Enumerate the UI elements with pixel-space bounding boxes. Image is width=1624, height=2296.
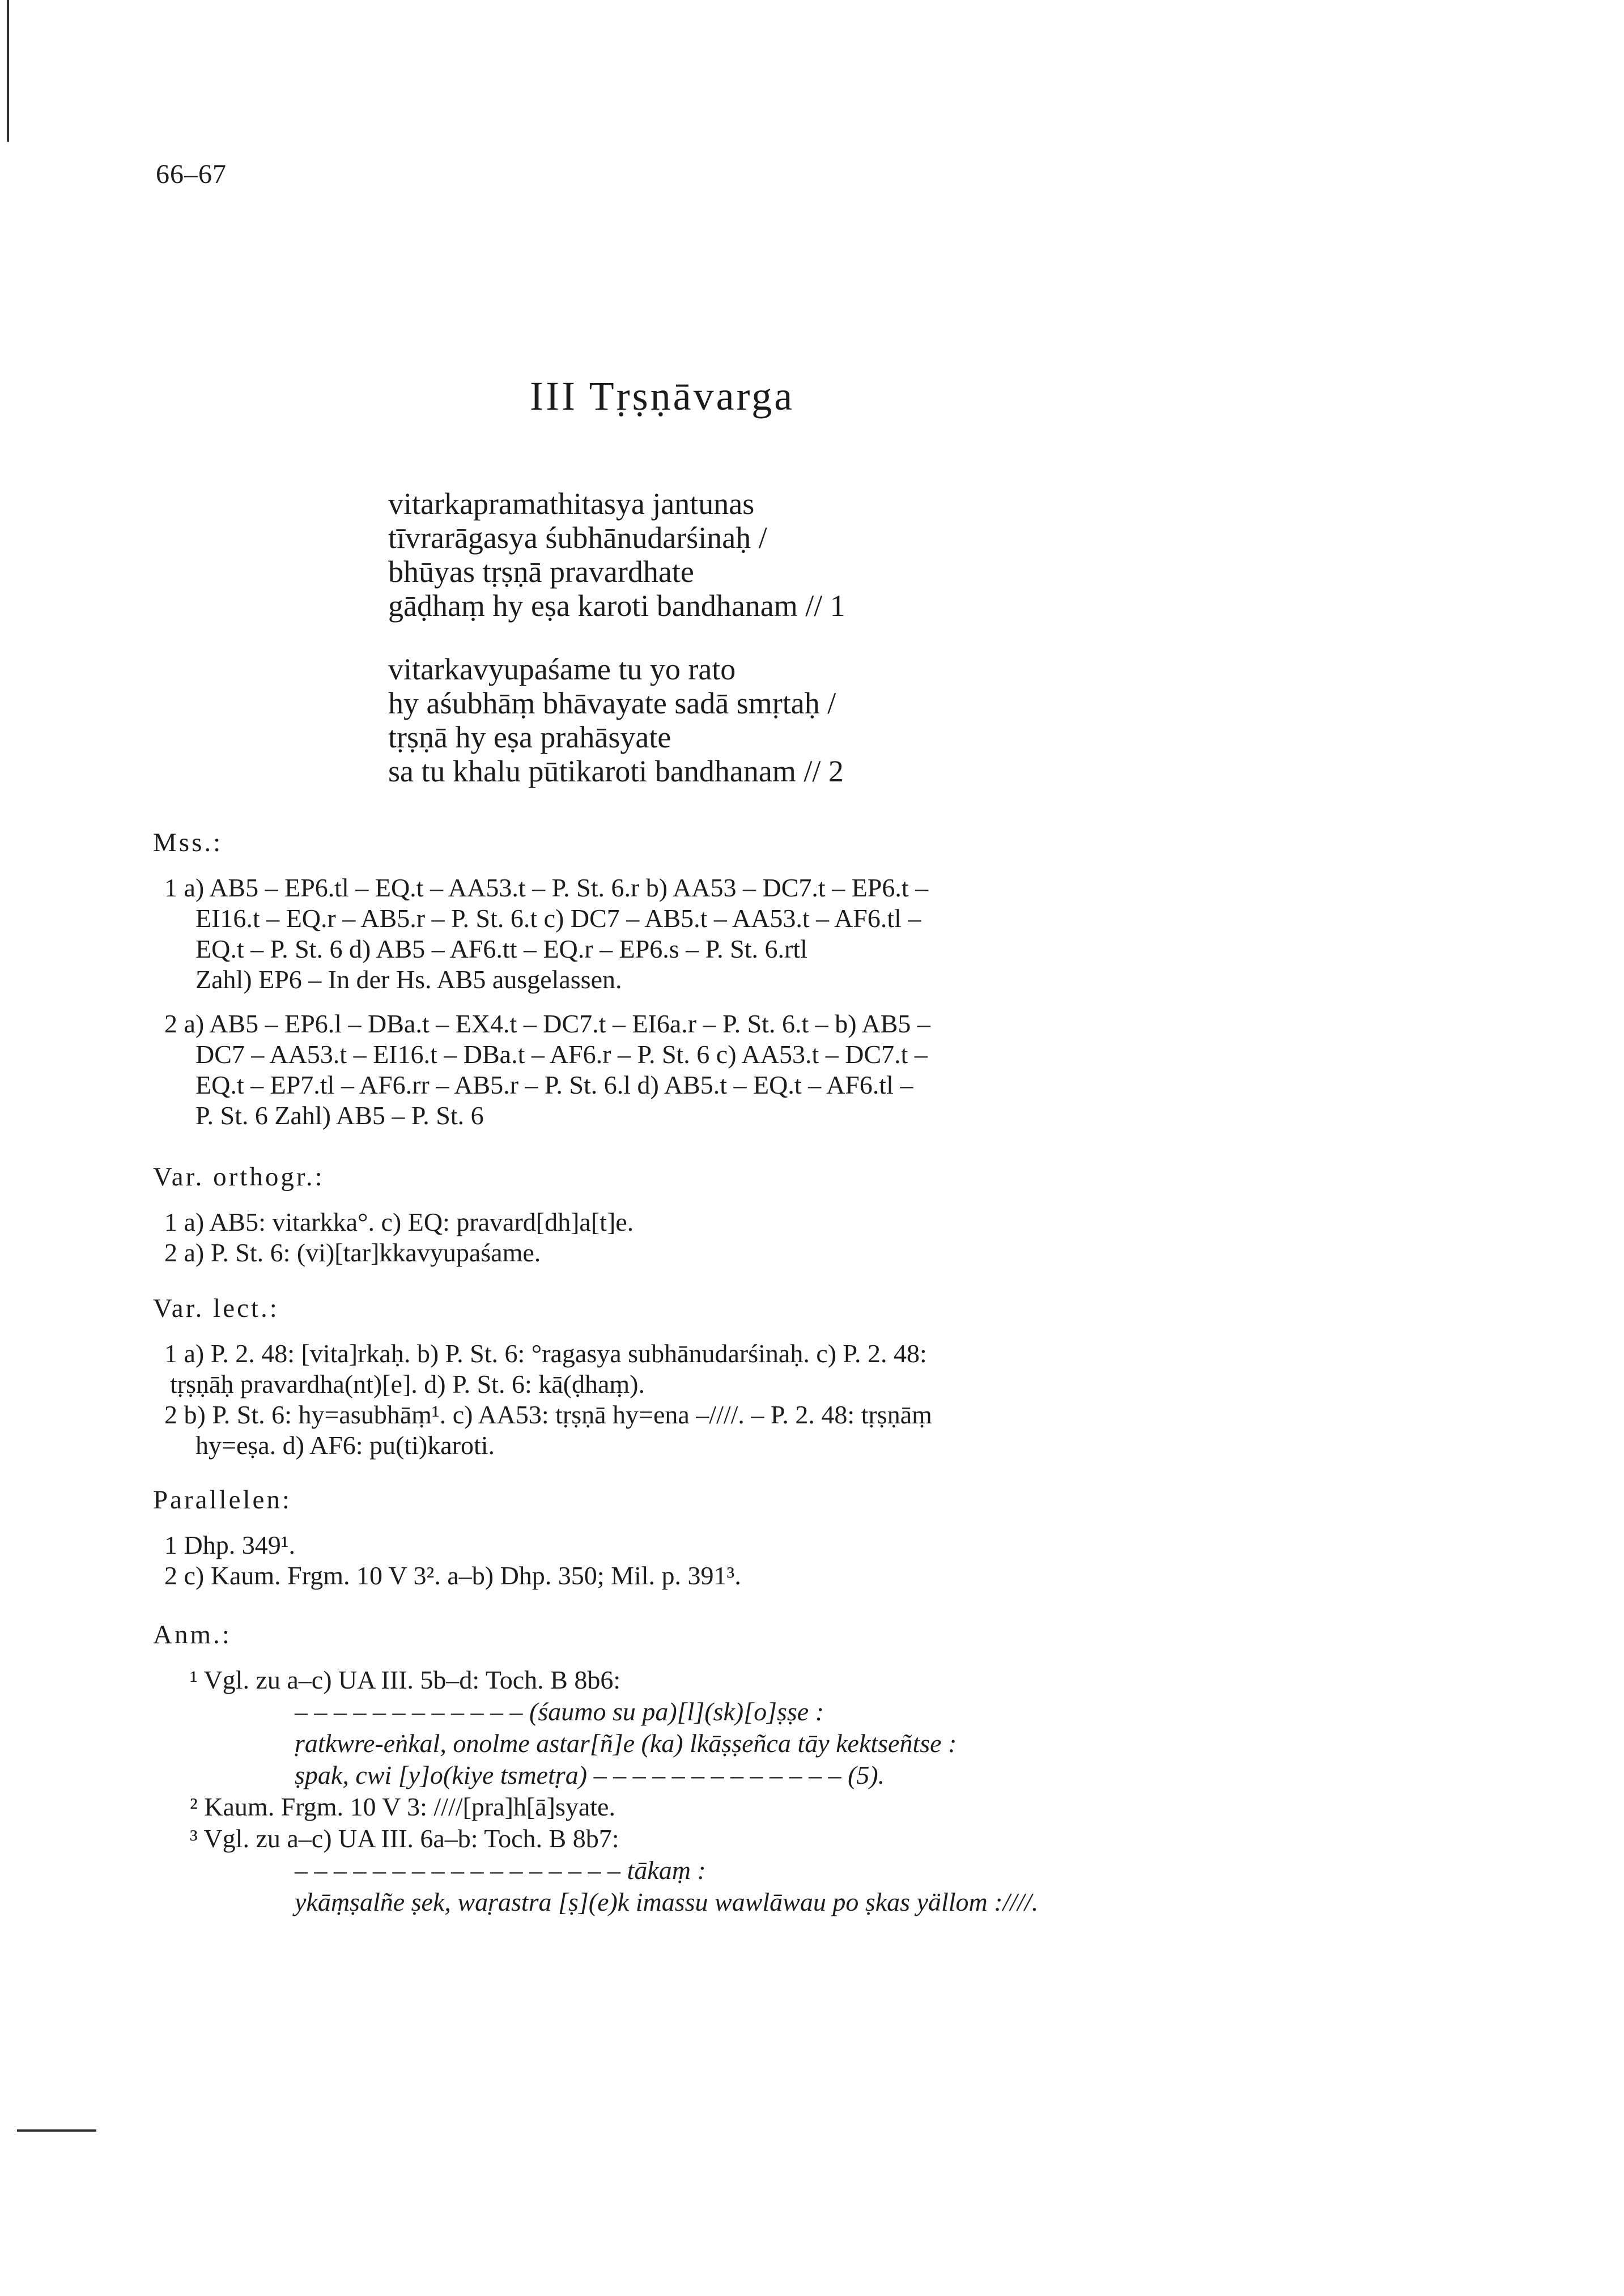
verse-line: sa tu khalu pūtikaroti bandhanam // 2 bbox=[388, 754, 844, 788]
parallelen-heading: Parallelen: bbox=[153, 1485, 292, 1515]
var-orthogr-line: 1 a) AB5: vitarkka°. c) EQ: pravard[dh]a[t]e. bbox=[164, 1207, 634, 1236]
anm-heading: Anm.: bbox=[153, 1620, 232, 1649]
verse-line: tṛṣṇā hy eṣa prahāsyate bbox=[388, 720, 671, 754]
mss-line: 1 a) AB5 – EP6.tl – EQ.t – AA53.t – P. St. 6.r b) AA53 – DC7.t – EP6.t – bbox=[164, 873, 929, 902]
verse-line: hy aśubhāṃ bhāvayate sadā smṛtaḥ / bbox=[388, 686, 836, 720]
chapter-title: III Tṛṣṇāvarga bbox=[530, 373, 795, 419]
page-number: 66–67 bbox=[156, 159, 227, 189]
anm-line: ³ Vgl. zu a–c) UA III. 6a–b: Toch. B 8b7: bbox=[190, 1824, 619, 1853]
verse-line: vitarkapramathitasya jantunas bbox=[388, 487, 755, 521]
mss-line: EQ.t – EP7.tl – AF6.rr – AB5.r – P. St. 6.l d) AB5.t – EQ.t – AF6.tl – bbox=[195, 1070, 913, 1099]
verse-line: bhūyas tṛṣṇā pravardhate bbox=[388, 555, 694, 589]
anm-line: ykāṃṣalñe ṣek, waṛastra [ṣ](e)k imassu wawlāwau po ṣkas yällom :////. bbox=[295, 1887, 1039, 1916]
scan-edge-mark bbox=[7, 0, 9, 142]
var-orthogr-line: 2 a) P. St. 6: (vi)[tar]kkavyupaśame. bbox=[164, 1238, 541, 1267]
mss-line: P. St. 6 Zahl) AB5 – P. St. 6 bbox=[195, 1101, 484, 1130]
verse-line: gāḍhaṃ hy eṣa karoti bandhanam // 1 bbox=[388, 589, 845, 623]
mss-line: Zahl) EP6 – In der Hs. AB5 ausgelassen. bbox=[195, 965, 622, 994]
scan-edge-mark bbox=[17, 2129, 96, 2132]
parallelen-line: 2 c) Kaum. Frgm. 10 V 3². a–b) Dhp. 350; Mil. p. 391³. bbox=[164, 1561, 741, 1590]
mss-line: EQ.t – P. St. 6 d) AB5 – AF6.tt – EQ.r – EP6.s – P. St. 6.rtl bbox=[195, 934, 807, 963]
var-orthogr-heading: Var. orthogr.: bbox=[153, 1162, 325, 1192]
var-lect-line: hy=eṣa. d) AF6: pu(ti)karoti. bbox=[195, 1431, 495, 1460]
mss-line: 2 a) AB5 – EP6.l – DBa.t – EX4.t – DC7.t – EI6a.r – P. St. 6.t – b) AB5 – bbox=[164, 1009, 930, 1038]
anm-line: – – – – – – – – – – – – (śaumo su pa)[l](sk)[o]ṣṣe : bbox=[295, 1697, 824, 1726]
verse-line: vitarkavyupaśame tu yo rato bbox=[388, 652, 736, 686]
anm-line: ṣpak, cwi [y]o(kiye tsmetṛa) – – – – – – – – – – – – – (5). bbox=[295, 1761, 885, 1789]
mss-line: EI16.t – EQ.r – AB5.r – P. St. 6.t c) DC7 – AB5.t – AA53.t – AF6.tl – bbox=[195, 904, 921, 933]
mss-heading: Mss.: bbox=[153, 828, 223, 857]
anm-line: ṛatkwre-eṅkal, onolme astar[ñ]e (ka) lkāṣṣeñca tāy kektseñtse : bbox=[295, 1729, 957, 1758]
var-lect-heading: Var. lect.: bbox=[153, 1294, 279, 1323]
anm-line: ² Kaum. Frgm. 10 V 3: ////[pra]h[ā]syate. bbox=[190, 1792, 615, 1821]
var-lect-line: 1 a) P. 2. 48: [vita]rkaḥ. b) P. St. 6: °ragasya subhānudarśinaḥ. c) P. 2. 48: bbox=[164, 1339, 927, 1368]
mss-line: DC7 – AA53.t – EI16.t – DBa.t – AF6.r – P. St. 6 c) AA53.t – DC7.t – bbox=[195, 1040, 928, 1069]
anm-line: ¹ Vgl. zu a–c) UA III. 5b–d: Toch. B 8b6: bbox=[190, 1665, 621, 1694]
anm-line: – – – – – – – – – – – – – – – – – tākaṃ : bbox=[295, 1856, 706, 1885]
var-lect-line: tṛṣṇāḥ pravardha(nt)[e]. d) P. St. 6: kā(ḍhaṃ). bbox=[170, 1370, 645, 1398]
var-lect-line: 2 b) P. St. 6: hy=asubhāṃ¹. c) AA53: tṛṣṇā hy=ena –////. – P. 2. 48: tṛṣṇāṃ bbox=[164, 1400, 932, 1429]
parallelen-line: 1 Dhp. 349¹. bbox=[164, 1530, 296, 1559]
verse-line: tīvrarāgasya śubhānudarśinaḥ / bbox=[388, 521, 767, 555]
